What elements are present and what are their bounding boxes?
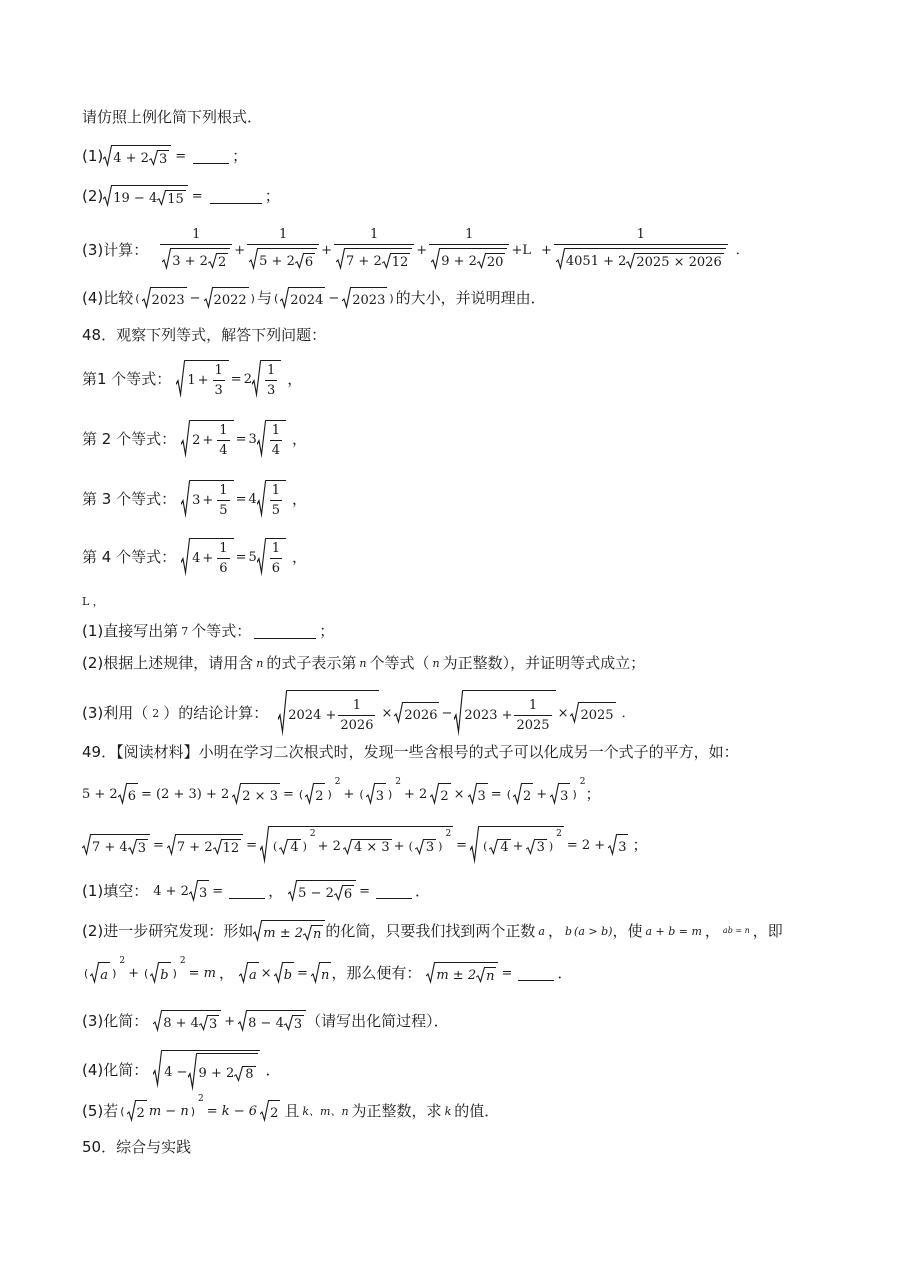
conjunction: 与: [256, 288, 272, 307]
q50-title-text: 50．综合与实践: [82, 1138, 192, 1156]
q48-title-text: 48．观察下列等式，解答下列问题：: [82, 326, 327, 344]
numerator: 1: [370, 227, 379, 242]
radical-icon: [431, 248, 440, 270]
radical-icon: [288, 880, 297, 902]
plus: +: [540, 243, 552, 258]
q49-2-tail: ，即: [752, 921, 783, 940]
sqrt: $\frac{1}{6}$: [257, 538, 286, 576]
q49-example-2: 7 + 4 3 = 7 + 2 12 = ( 4 ) 2 + 2 4 × 3 + ( 3 ) 2 = ( 4 + 3 ) 2 = 2 + 3 ；: [82, 826, 648, 864]
sqrt: [570, 702, 615, 724]
radical-icon: [252, 360, 261, 398]
radical-icon: [280, 287, 289, 309]
radical-icon: [426, 962, 435, 984]
radical-icon: [550, 783, 559, 805]
denominator: 2026: [338, 715, 375, 732]
q49-3-label: (3)化简：: [82, 1011, 149, 1030]
radicand: 4: [290, 840, 299, 855]
index-seven: 7: [181, 625, 189, 638]
radicand: a: [99, 962, 110, 984]
plus: +: [393, 839, 405, 854]
radicand: 2 × 3: [241, 783, 280, 805]
q48-1-tail: 个等式：: [191, 622, 252, 640]
radical-icon: [477, 253, 486, 269]
radical-icon: [470, 826, 479, 864]
radical-icon: [153, 1050, 162, 1088]
sqrt: 6: [118, 783, 138, 805]
expr: = k − 6: [206, 1103, 258, 1119]
integer: 2: [192, 433, 201, 448]
sqrt: [280, 287, 325, 309]
expr: m − n: [148, 1103, 189, 1119]
variable-n: n: [359, 657, 367, 670]
radical-icon: [167, 834, 176, 856]
expr: 5 + 2: [82, 786, 118, 802]
radical-icon: [570, 702, 579, 724]
q47-1: [82, 145, 247, 167]
answer-blank[interactable]: [210, 189, 262, 204]
radical-icon: [284, 1015, 293, 1031]
times: ×: [453, 786, 465, 802]
answer-blank[interactable]: [376, 884, 412, 899]
radicand: 7 + 4: [92, 839, 128, 855]
q49-5: (5)若 ( 2 m − n ) 2 = k − 6 2 且 k、m、n 为正整数，求 k 的值．: [82, 1093, 500, 1121]
sqrt: [342, 287, 387, 309]
radical-icon: [199, 1015, 208, 1031]
equals: =: [297, 965, 308, 981]
sqrt: [157, 190, 186, 206]
q49-2-then: ，那么便有：: [331, 963, 422, 982]
times: ×: [381, 705, 393, 721]
sqrt: $\frac{1}{4}$: [257, 420, 286, 458]
radical-icon: [342, 287, 351, 309]
radicand: 5 + 2: [259, 253, 295, 269]
eq-label: 第 4 个等式：: [82, 547, 177, 566]
q47-2: [82, 185, 280, 207]
sqrt: $\frac{1}{5}$: [257, 480, 286, 518]
semicolon: ；: [264, 186, 280, 205]
radicand: 2025: [579, 702, 615, 724]
sqrt: [142, 287, 187, 309]
variable-a: a: [538, 924, 545, 938]
eq-label: 第 2 个等式：: [82, 429, 177, 448]
sqrt: [149, 150, 169, 166]
radicand: 2023: [351, 287, 387, 309]
equals: =: [490, 786, 502, 802]
radical-icon: [103, 145, 112, 167]
radicand: 8 − 4: [248, 1015, 284, 1031]
radicand: 15: [167, 191, 184, 207]
radical-icon: [382, 253, 391, 269]
radical-icon: [513, 783, 522, 805]
radical-icon: [181, 420, 190, 458]
sqrt: [103, 185, 188, 207]
radicand: 3: [158, 151, 168, 167]
radical-icon: [253, 920, 262, 942]
q47-4-tail: 的大小，并说明理由．: [395, 288, 546, 307]
sqrt: m ± 2 n: [426, 962, 498, 984]
q48-2-mid2: 个等式（: [369, 654, 430, 672]
answer-blank[interactable]: [518, 966, 554, 981]
condition: (a > b): [574, 924, 613, 938]
q49-1-label: (1)填空：: [82, 881, 149, 900]
sqrt: [208, 253, 228, 269]
expr: 4 + 2: [153, 883, 189, 899]
radicand: 2026: [403, 702, 439, 724]
sqrt: 2 + $\frac{1}{4}$: [181, 420, 233, 458]
radical-icon: [90, 962, 99, 984]
q49-5-label: (5)若: [82, 1101, 119, 1120]
radicand: 20: [486, 254, 504, 270]
radical-icon: [127, 1100, 136, 1122]
radicand: 2: [136, 1100, 147, 1122]
sqrt: [556, 248, 726, 270]
q50-title: [82, 1140, 191, 1155]
sqrt: 7 + 4 3: [82, 834, 150, 856]
radicand: m ± 2: [436, 967, 477, 983]
sqrt: [153, 1050, 259, 1091]
radical-icon: [149, 150, 158, 166]
radical-icon: [556, 248, 565, 270]
radical-icon: [153, 1010, 162, 1032]
plus: +: [343, 786, 355, 802]
radical-icon: [82, 834, 91, 856]
integer: 4: [192, 551, 201, 566]
sqrt: ( 4 + 3 ) 2: [470, 826, 564, 864]
fraction-term: [160, 228, 232, 273]
radicand: 8 + 4: [163, 1015, 199, 1031]
radical-icon: [238, 1010, 247, 1032]
q47-2-label: (2): [82, 186, 104, 205]
sqrt: 8 − 4 3: [238, 1010, 306, 1032]
q49-2-label: (2)进一步研究发现：形如: [82, 921, 254, 940]
q49-example-1: 5 + 2 6 = (2 + 3) + 2 2 × 3 = ( 2 ) 2 + ( 3 ) 2 + 2 2 × 3 = ( 2 + 3 ) 2 ；: [82, 776, 601, 804]
radical-icon: [257, 538, 266, 576]
denominator: 3: [213, 380, 225, 397]
radical-icon: [176, 360, 185, 398]
radicand: 9 + 2: [198, 1066, 235, 1081]
eq-label: 第 3 个等式：: [82, 489, 177, 508]
q49-1: (1)填空： 4 + 2 3 = ， 5 − 2 6 = ．: [82, 881, 431, 902]
radical-icon: [208, 253, 217, 269]
radicand: 4 + 2: [113, 150, 149, 166]
radical-icon: [274, 962, 283, 984]
radicand: 6: [304, 254, 314, 270]
answer-blank[interactable]: [229, 884, 265, 899]
q48-ellipsis: [82, 596, 104, 607]
sqrt: 2023 + $\frac{1}{2025}$: [454, 690, 555, 736]
sqrt: 4 + $\frac{1}{6}$: [181, 538, 233, 576]
minus: −: [328, 290, 340, 306]
radical-icon: [257, 480, 266, 518]
radical-icon: [415, 839, 424, 855]
q48-eq-2: 第 2 个等式： 2 + $\frac{1}{4}$ = 3 $\frac{1}{4}$ ，: [82, 420, 307, 458]
sqrt: m ± 2 n: [253, 920, 325, 942]
radicand: 2: [217, 254, 227, 270]
radicand: 7 + 2: [346, 253, 382, 269]
minus: −: [189, 290, 201, 306]
radical-icon: [181, 480, 190, 518]
radical-icon: [489, 839, 498, 855]
denominator: 4: [270, 440, 282, 457]
sqrt: 2024 + $\frac{1}{2026}$: [278, 690, 379, 736]
sqrt: [626, 253, 723, 269]
radicand: b: [283, 962, 294, 984]
separator: ，: [268, 881, 284, 900]
radical-icon: [234, 1066, 243, 1082]
numerator: 1: [465, 227, 474, 242]
radical-icon: [336, 248, 345, 270]
answer-blank[interactable]: [254, 624, 316, 639]
radical-icon: [343, 839, 352, 855]
radicand: 4051 + 2: [565, 253, 627, 269]
sqrt: [382, 253, 411, 269]
q48-2-label: (2)根据上述规律，请用含: [82, 654, 254, 672]
sqrt: [103, 145, 171, 167]
semicolon: ；: [232, 146, 248, 165]
sqrt: 8 + 4 3: [153, 1010, 221, 1032]
radical-icon: [162, 248, 171, 270]
sqrt: [295, 253, 315, 269]
plus: +: [234, 243, 246, 258]
radical-icon: [454, 690, 463, 736]
radical-icon: [468, 783, 477, 805]
sqrt: [394, 702, 439, 724]
expr: + 2: [404, 786, 428, 802]
q49-2-mid: 的化简，只要我们找到两个正数: [325, 921, 536, 940]
q49-2: (2)进一步研究发现：形如 m ± 2 n 的化简，只要我们找到两个正数 a ， b (a > b) ，使 a + b = m ， ab = n ，即: [82, 921, 783, 942]
radicand: 5 − 2: [298, 885, 334, 901]
equals: =: [191, 188, 203, 204]
separator: ，: [547, 921, 563, 940]
coefficient: 5: [248, 549, 257, 565]
radical-icon: [150, 962, 159, 984]
coefficient: 4: [248, 491, 257, 507]
radical-icon: [189, 880, 198, 902]
q48-2-mid: 的式子表示第: [266, 654, 357, 672]
q48-eq-4: 第 4 个等式： 4 + $\frac{1}{6}$ = 5 $\frac{1}{6}$ ，: [82, 538, 307, 576]
radicand: 2022: [213, 287, 249, 309]
radical-icon: [476, 967, 485, 983]
denominator: 2025: [514, 715, 551, 732]
radicand: 8: [245, 1067, 254, 1082]
radicand: 9 + 2: [441, 253, 477, 269]
q49-2-cont: ( a ) 2 + ( b ) 2 = m ， a × b = n ，那么便有： m ± 2 n = ．: [84, 955, 573, 984]
q48-1-label: (1)直接写出第: [82, 622, 179, 640]
radical-icon: [213, 839, 222, 855]
term: 2024 +: [288, 707, 337, 723]
radical-icon: [260, 1100, 269, 1122]
variable-n: n: [256, 657, 264, 670]
eq-label: 第1 个等式：: [82, 369, 172, 388]
coefficient: 3: [248, 431, 257, 447]
sqrt: [336, 248, 412, 270]
radical-icon: [608, 834, 617, 856]
radical-icon: [305, 783, 314, 805]
q48-eq-1: 第1 个等式： 1 + $\frac{1}{3}$ = 2 $\frac{1}{3}$ ，: [82, 360, 302, 398]
radical-icon: [303, 925, 312, 941]
radical-icon: [295, 253, 304, 269]
radical-icon: [232, 783, 241, 805]
plus: +: [321, 243, 333, 258]
radical-icon: [118, 783, 127, 805]
expr: = m: [188, 965, 217, 981]
sqrt: 5 − 2 6: [288, 880, 356, 902]
sqrt: 7 + 2 12: [167, 834, 243, 856]
radical-icon: [279, 839, 288, 855]
radical-icon: [526, 839, 535, 855]
q48-2-tail: 为正整数），并证明等式成立；: [442, 654, 646, 672]
condition-sum: a + b = m: [645, 924, 702, 938]
radicand: 4 −: [164, 1064, 188, 1080]
denominator: 4: [217, 440, 229, 457]
q48-1: (1)直接写出第 7 个等式： ；: [82, 622, 335, 640]
numerator: 1: [278, 227, 288, 242]
q48-2: [82, 656, 645, 671]
radical-icon: [157, 190, 166, 206]
variable-n: n: [432, 657, 440, 670]
answer-blank[interactable]: [193, 149, 229, 164]
numerator: 1: [192, 227, 201, 242]
q47-3-label: (3)计算：: [82, 241, 149, 259]
q48-3: (3)利用（ 2 ）的结论计算： 2024 + $\frac{1}{2026}$ × 2026 − 2023 + $\frac{1}{2025}$ × 2025 ．: [82, 690, 635, 736]
radical-icon: [181, 538, 190, 576]
sqrt: 3 + $\frac{1}{5}$: [181, 480, 233, 518]
radical-icon: [188, 1053, 197, 1091]
q48-3-mid: ）的结论计算：: [163, 703, 269, 722]
q47-3: [82, 228, 749, 273]
radicand: 2025 × 2026: [636, 254, 722, 270]
radical-icon: [366, 783, 375, 805]
sqrt: [162, 248, 230, 270]
q49-title: [82, 745, 739, 760]
radical-icon: [128, 839, 137, 855]
sqrt: 1 + $\frac{1}{3}$: [176, 360, 228, 398]
sqrt: $\frac{1}{3}$: [252, 360, 281, 398]
integer: 3: [192, 493, 201, 508]
sqrt: [477, 253, 506, 269]
radicand: b: [159, 962, 170, 984]
expr: = (2 + 3) + 2: [140, 786, 230, 802]
numerator: 1: [636, 227, 645, 242]
q49-2-mid2: ，使: [612, 921, 643, 940]
q48-eq-3: 第 3 个等式： 3 + $\frac{1}{5}$ = 4 $\frac{1}{5}$ ，: [82, 480, 307, 518]
denominator: 6: [270, 558, 282, 575]
radicand: 2024: [289, 287, 325, 309]
q49-4: (4)化简： 4 − 9 + 2 8 ．: [82, 1050, 281, 1091]
radical-icon: [278, 690, 287, 736]
radicand: 19 − 4: [113, 190, 158, 206]
radical-icon: [257, 420, 266, 458]
intro-text: [82, 110, 262, 125]
sqrt: [204, 287, 249, 309]
radical-icon: [249, 248, 258, 270]
expr: = 2 +: [566, 837, 606, 853]
variables: k、m、n: [302, 1104, 349, 1118]
fraction-term: [429, 228, 509, 273]
radical-icon: [626, 253, 635, 269]
radical-icon: [260, 826, 269, 864]
radicand: a: [248, 962, 259, 984]
radical-icon: [239, 962, 248, 984]
variable-k: k: [444, 1104, 452, 1118]
integer: 1: [187, 373, 196, 388]
sqrt: [232, 783, 280, 805]
radical-icon: [103, 185, 112, 207]
radical-icon: [204, 287, 213, 309]
conjunction: 且: [284, 1101, 300, 1120]
radical-icon: [394, 702, 403, 724]
condition-product: ab = n: [722, 926, 750, 935]
q47-4: (4)比较 ( 2023 − 2022 ) 与 ( 2024 − 2023 ) 的大小，并说明理由．: [82, 288, 546, 308]
q49-5-tail: 的值．: [454, 1101, 500, 1120]
fraction-term: [334, 228, 414, 273]
denominator: 5: [217, 500, 229, 517]
denominator: 3: [265, 380, 277, 397]
radicand: 4 × 3: [353, 840, 390, 855]
expr: + 2: [317, 839, 341, 854]
q49-3: (3)化简： 8 + 4 3 + 8 − 4 3 （请写出化简过程）．: [82, 1011, 449, 1032]
equals: =: [282, 786, 294, 802]
times: ×: [557, 705, 569, 721]
q47-1-label: (1): [82, 146, 104, 165]
radical-icon: [430, 783, 439, 805]
q49-title-text: 49．【阅读材料】小明在学习二次根式时，发现一些含根号的式子可以化成另一个式子的平方，如：: [82, 743, 739, 761]
denominator: 6: [217, 558, 229, 575]
fraction-term: [554, 228, 728, 273]
semicolon: ；: [585, 784, 601, 803]
ref-two: 2: [152, 706, 160, 720]
radicand: m ± 2: [263, 925, 304, 941]
sqrt: [431, 248, 507, 270]
sqrt: ( 4 ) 2 + 2 4 × 3 + ( 3 ) 2: [260, 826, 453, 864]
radical-icon: [142, 287, 151, 309]
sqrt: [249, 248, 317, 270]
radicand: 2023: [151, 287, 187, 309]
ellipsis: L ，: [82, 595, 104, 608]
q49-4-label: (4)化简：: [82, 1061, 149, 1079]
period: ．: [735, 243, 749, 258]
fraction-term: [247, 228, 319, 273]
radicand: 3 + 2: [172, 253, 208, 269]
plus: +: [416, 243, 428, 258]
term: 2023 +: [464, 707, 513, 723]
denominator: 5: [270, 500, 282, 517]
q49-5-mid: 为正整数，求: [351, 1101, 442, 1120]
radical-icon: [334, 885, 343, 901]
radicand: 7 + 2: [176, 839, 213, 855]
q48-title: [82, 328, 326, 343]
q47-4-label: (4)比较: [82, 288, 134, 307]
q49-3-tail: （请写出化简过程）．: [306, 1011, 449, 1030]
coefficient: 2: [243, 371, 252, 387]
variable-b: b: [564, 924, 573, 938]
q48-3-label: (3)利用（: [82, 703, 149, 722]
equals: =: [175, 148, 187, 164]
ellipsis-plus: +L: [511, 243, 531, 258]
radical-icon: [311, 962, 320, 984]
radicand: 12: [391, 254, 409, 270]
intro-label: 请仿照上例化简下列根式．: [82, 108, 263, 126]
